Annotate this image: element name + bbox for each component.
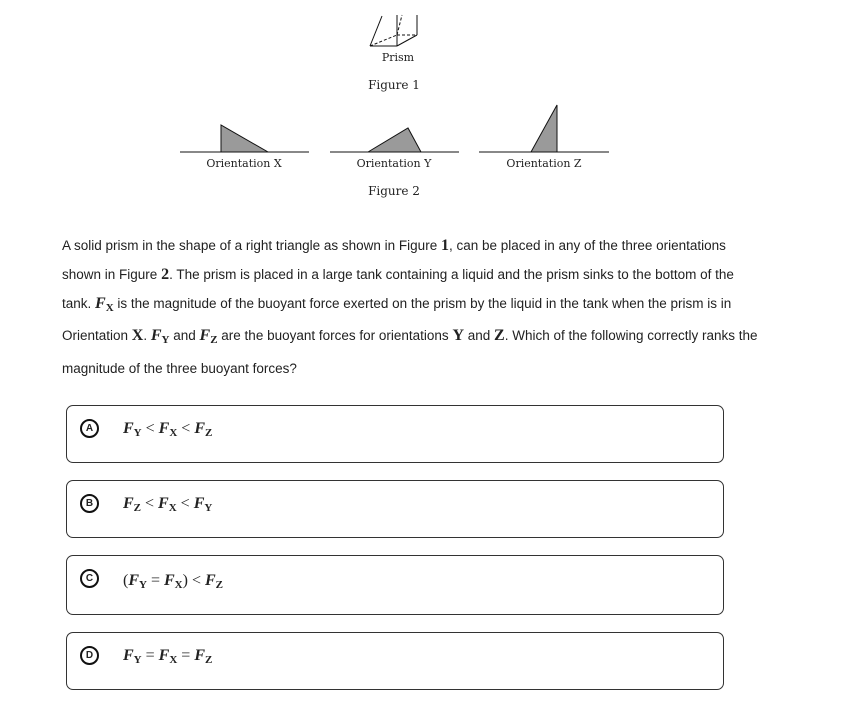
math-label: 2: [161, 265, 170, 283]
figure-1-caption: Figure 1: [368, 78, 420, 92]
text-segment: and: [169, 328, 200, 344]
orientation-z-label: Orientation Z: [506, 157, 582, 170]
option-letter: C: [80, 569, 99, 588]
force-symbol: $F_Y$: [193, 495, 213, 514]
prism-icon: [370, 15, 417, 46]
text-segment: <: [176, 495, 194, 512]
text-segment: is the magnitude of the buoyant force exerted on the prism by the liquid in the tank when the prism is in Orientation: [62, 295, 732, 344]
option-letter: D: [80, 646, 99, 665]
force-symbol: $F_Z$: [204, 572, 223, 591]
orientation-x-drawing: [180, 125, 309, 152]
text-segment: , can be placed in any of the three orientations shown in Figure: [62, 238, 726, 282]
text-segment: A solid prism in the shape of a right triangle as shown in Figure: [62, 238, 441, 253]
force-symbol: $F_X$: [163, 572, 183, 591]
option-text: [123, 420, 212, 439]
force-symbol: $F_Y$: [123, 420, 142, 439]
math-label: 1: [440, 237, 449, 254]
orientation-x-label: Orientation X: [206, 157, 282, 170]
force-symbol: $F_Z$: [199, 327, 218, 347]
force-symbol: $F_X$: [158, 420, 178, 439]
text-segment: are the buoyant forces for orientations: [217, 328, 453, 344]
orientation-z-drawing: [479, 105, 609, 152]
option-text: [123, 647, 212, 666]
force-symbol: $F_X$: [95, 294, 114, 314]
text-segment: and: [464, 328, 495, 344]
text-segment: . Which of the following correctly ranks the magnitude of the three buoyant forces?: [62, 328, 758, 377]
text-segment: =: [141, 647, 159, 664]
option-d[interactable]: [66, 632, 724, 690]
text-segment: . The prism is placed in a large tank containing a liquid and the prism sinks to the bottom of the tank.: [62, 266, 734, 311]
text-segment: <: [141, 495, 159, 512]
option-text: [123, 495, 212, 514]
option-letter: A: [80, 419, 99, 438]
orientation-y-drawing: [330, 128, 459, 152]
text-segment: .: [143, 328, 151, 344]
force-symbol: $F_Z$: [194, 647, 213, 666]
text-segment: =: [146, 572, 164, 589]
figure-2-caption: Figure 2: [368, 184, 420, 198]
force-symbol: $F_X$: [158, 647, 178, 666]
math-label: X: [131, 327, 144, 345]
option-text: [123, 572, 223, 591]
question-text: [62, 232, 762, 384]
text-segment: =: [177, 647, 195, 664]
text-segment: ) <: [182, 572, 205, 589]
force-symbol: $F_X$: [158, 495, 177, 514]
math-label: Z: [494, 327, 505, 345]
option-b[interactable]: [66, 480, 724, 538]
text-segment: <: [177, 420, 195, 437]
option-letter: B: [80, 494, 99, 513]
option-c[interactable]: [66, 555, 724, 615]
force-symbol: $F_Z$: [194, 420, 213, 439]
text-segment: <: [141, 420, 159, 437]
force-symbol: $F_Z$: [123, 495, 142, 514]
math-label: Y: [452, 327, 464, 345]
force-symbol: $F_Y$: [150, 327, 170, 347]
force-symbol: $F_Y$: [128, 572, 147, 591]
orientation-y-label: Orientation Y: [356, 157, 432, 170]
prism-label: Prism: [381, 51, 415, 64]
option-a[interactable]: [66, 405, 724, 463]
force-symbol: $F_Y$: [123, 647, 142, 666]
text-segment: (: [123, 572, 129, 589]
